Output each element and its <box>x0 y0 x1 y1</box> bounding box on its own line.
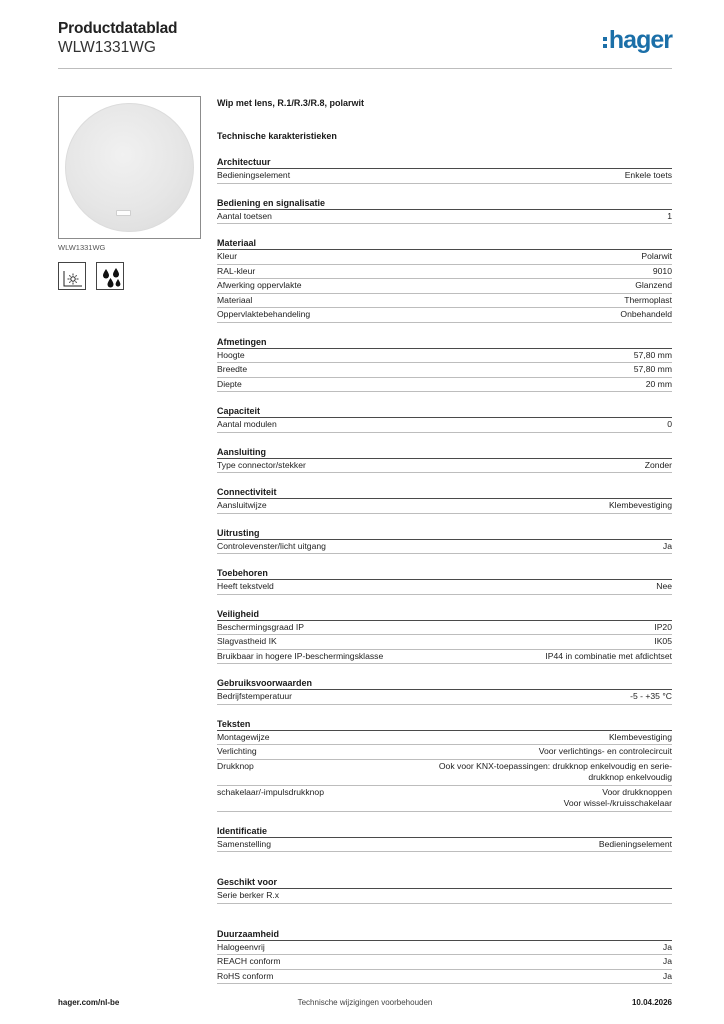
spec-row <box>217 418 672 433</box>
spec-value-line: Klembevestiging <box>608 500 672 510</box>
spec-value-line: Voor wissel-/kruisschakelaar <box>563 798 672 808</box>
spec-label: Serie berker R.x <box>217 890 280 900</box>
spec-sections <box>217 156 672 984</box>
spec-label: Halogeenvrij <box>217 941 265 952</box>
spec-row <box>217 889 672 904</box>
spec-value <box>267 500 672 512</box>
spec-row <box>217 540 672 555</box>
document-title: Productdatablad <box>58 20 178 37</box>
section-title: Bediening en signalisatie <box>217 197 672 210</box>
product-lens <box>116 210 131 216</box>
spec-row <box>217 650 672 665</box>
spec-value-line: Voor drukknoppen <box>602 786 672 797</box>
section-title: Identificatie <box>217 825 672 838</box>
spec-section <box>217 567 672 595</box>
product-image <box>58 96 201 239</box>
spec-row <box>217 786 672 812</box>
spec-value <box>326 541 672 553</box>
spec-value-line: Klembevestiging <box>608 731 672 742</box>
spec-value <box>277 419 672 431</box>
spec-value-line: 0 <box>667 419 672 429</box>
logo-dots-icon <box>603 37 607 48</box>
section-title: Toebehoren <box>217 567 672 580</box>
section-title: Duurzaamheid <box>217 928 672 941</box>
spec-label: Slagvastheid IK <box>217 636 277 646</box>
spec-row <box>217 580 672 595</box>
spec-row <box>217 838 672 853</box>
spec-row <box>217 731 672 746</box>
spec-value <box>310 309 672 321</box>
spec-value-line: Ja <box>662 956 672 966</box>
spec-value <box>265 942 672 954</box>
spec-row <box>217 941 672 956</box>
spec-section <box>217 197 672 225</box>
section-title: Gebruiksvoorwaarden <box>217 677 672 690</box>
section-title: Geschikt voor <box>217 876 672 889</box>
spec-value-line: Thermoplast <box>624 294 672 305</box>
spec-value <box>272 211 672 223</box>
section-title: Connectiviteit <box>217 486 672 499</box>
spec-section <box>217 237 672 323</box>
product-code: WLW1331WG <box>58 39 156 56</box>
spec-value-line: IK05 <box>654 636 672 646</box>
spec-label: Montagewijze <box>217 731 270 742</box>
spec-row <box>217 294 672 309</box>
spec-value-line: Glanzend <box>635 280 672 290</box>
section-title: Architectuur <box>217 156 672 169</box>
spec-value <box>252 295 672 307</box>
spec-value-line: IP20 <box>654 621 672 632</box>
spec-label: Oppervlaktebehandeling <box>217 309 311 319</box>
spec-row <box>217 210 672 225</box>
spec-row <box>217 169 672 184</box>
spec-label: Aansluitwijze <box>217 500 267 510</box>
spec-value-line: Polarwit <box>641 251 672 261</box>
spec-section <box>217 718 672 812</box>
spec-label: Heeft tekstveld <box>217 581 274 591</box>
water-drops-icon <box>96 262 124 290</box>
spec-section <box>217 405 672 433</box>
spec-value <box>255 266 672 278</box>
spec-label: Verlichting <box>217 746 257 756</box>
spec-section <box>217 446 672 474</box>
spec-section <box>217 608 672 665</box>
spec-label: Aantal toetsen <box>217 210 272 221</box>
spec-value-line: Nee <box>656 581 672 591</box>
spec-value-line: 9010 <box>652 265 672 276</box>
spec-value <box>273 971 672 983</box>
spec-label: Afwerking oppervlakte <box>217 280 302 290</box>
spec-value <box>237 251 672 263</box>
section-title: Capaciteit <box>217 405 672 418</box>
spec-value-line: 57,80 mm <box>633 364 672 374</box>
spec-row <box>217 970 672 985</box>
spec-value-line: IP44 in combinatie met afdichtset <box>545 650 672 661</box>
spec-value <box>254 761 672 784</box>
spec-value-line: Voor verlichtings- en controlecircuit <box>538 746 672 756</box>
footer-disclaimer: Technische wijzigingen voorbehouden <box>297 998 433 1007</box>
spec-label: Materiaal <box>217 294 253 305</box>
spec-row <box>217 635 672 650</box>
spec-label: Bruikbaar in hogere IP-beschermingsklasse <box>217 650 384 661</box>
spec-value-line: 1 <box>667 210 672 221</box>
section-title: Materiaal <box>217 237 672 250</box>
spec-value <box>245 350 672 362</box>
spec-value <box>271 839 672 851</box>
spec-row <box>217 621 672 636</box>
spec-section <box>217 336 672 393</box>
spec-value-line: Ja <box>662 540 672 551</box>
characteristics-heading: Technische karakteristieken <box>217 131 337 141</box>
spec-section <box>217 825 672 853</box>
spec-row <box>217 363 672 378</box>
spec-row <box>217 459 672 474</box>
brand-logo <box>603 26 672 55</box>
section-title: Afmetingen <box>217 336 672 349</box>
spec-label: REACH conform <box>217 956 281 966</box>
spec-row <box>217 265 672 280</box>
spec-value <box>242 379 672 391</box>
spec-value-line: Ja <box>662 941 672 952</box>
spec-row <box>217 378 672 393</box>
product-description: Wip met lens, R.1/R.3/R.8, polarwit <box>217 98 364 108</box>
footer-website: hager.com/nl-be <box>58 998 120 1007</box>
spec-section <box>217 876 672 904</box>
page-header <box>58 20 672 70</box>
spec-value-line: Onbehandeld <box>620 309 672 319</box>
spec-label: Diepte <box>217 378 242 389</box>
spec-value <box>247 364 672 376</box>
spec-label: Kleur <box>217 251 238 261</box>
spec-value <box>292 691 672 703</box>
spec-value <box>324 787 672 810</box>
spec-label: Bedrijfstemperatuur <box>217 691 292 701</box>
section-title: Veiligheid <box>217 608 672 621</box>
spec-section <box>217 928 672 985</box>
section-title: Aansluiting <box>217 446 672 459</box>
section-title: Uitrusting <box>217 527 672 540</box>
spec-label: Drukknop <box>217 760 254 771</box>
footer-date: 10.04.2026 <box>631 998 672 1007</box>
spec-label: Type connector/stekker <box>217 459 306 470</box>
spec-value <box>383 651 672 663</box>
spec-value-line: Ook voor KNX-toepassingen: drukknop enkelvoudig en serie- <box>438 760 672 771</box>
spec-value <box>304 622 672 634</box>
spec-value <box>270 732 672 744</box>
spec-row <box>217 499 672 514</box>
section-title: Teksten <box>217 718 672 731</box>
spec-section <box>217 156 672 184</box>
spec-label: Aantal modulen <box>217 419 277 429</box>
spec-value-line: Enkele toets <box>624 170 672 180</box>
spec-section <box>217 677 672 705</box>
spec-value <box>277 636 672 648</box>
spec-row <box>217 349 672 364</box>
indoor-light-icon <box>58 262 86 290</box>
spec-value <box>306 460 672 472</box>
spec-label: Controlevenster/licht uitgang <box>217 540 326 551</box>
spec-value <box>281 956 672 968</box>
spec-row <box>217 760 672 786</box>
spec-value-line: 57,80 mm <box>633 349 672 360</box>
spec-value-line: Ja <box>662 970 672 981</box>
spec-value <box>257 746 672 758</box>
spec-label: RoHS conform <box>217 970 274 981</box>
spec-content <box>217 96 672 984</box>
spec-label: schakelaar/-impulsdrukknop <box>217 786 324 797</box>
product-image-caption: WLW1331WG <box>58 243 106 252</box>
spec-value-line: Bedieningselement <box>598 838 672 849</box>
spec-value-line: Zonder <box>644 459 672 470</box>
spec-label: Hoogte <box>217 349 245 360</box>
spec-label: Breedte <box>217 364 248 374</box>
spec-row <box>217 690 672 705</box>
spec-row <box>217 250 672 265</box>
spec-value-line: 20 mm <box>645 378 672 389</box>
spec-row <box>217 279 672 294</box>
spec-label: RAL-kleur <box>217 265 256 276</box>
spec-row <box>217 308 672 323</box>
spec-row <box>217 745 672 760</box>
spec-value <box>302 280 672 292</box>
spec-value-line: -5 - +35 °C <box>630 691 672 701</box>
spec-label: Beschermingsgraad IP <box>217 621 304 632</box>
header-divider <box>58 68 672 69</box>
spec-section <box>217 527 672 555</box>
spec-value <box>290 170 672 182</box>
spec-value <box>274 581 672 593</box>
spec-value-line: drukknop enkelvoudig <box>588 772 672 782</box>
spec-section <box>217 486 672 514</box>
spec-row <box>217 955 672 970</box>
spec-label: Bedieningselement <box>217 170 291 180</box>
brand-name: hager <box>608 26 672 54</box>
spec-label: Samenstelling <box>217 838 271 849</box>
